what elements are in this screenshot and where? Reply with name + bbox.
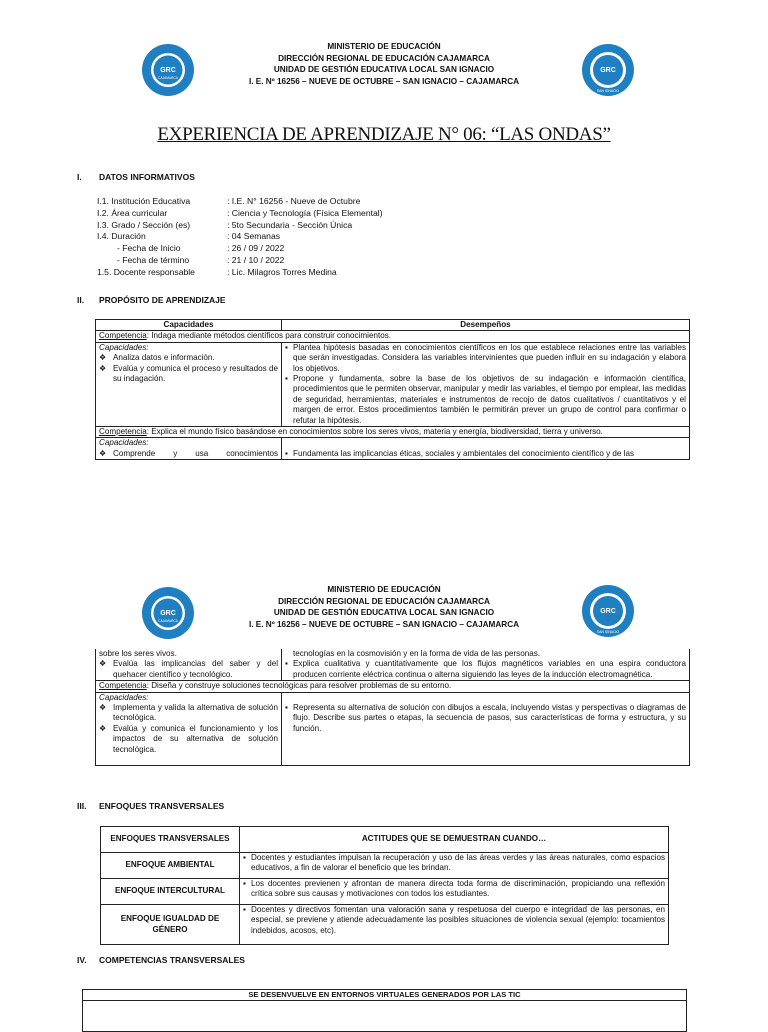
desempenos-3: ▪ Representa su alternativa de solución con dibujos a escala, incluyendo vistas y perspectivas o diagramas de flujo. Describe sus partes o etapas, la secuencia de pasos, sus características de forma y estructura, y su función. — [282, 692, 690, 765]
square-bullet-icon: ▪ — [285, 374, 288, 384]
enfoque-ambiental-text: ▪ Docentes y estudiantes impulsan la recuperación y uso de las áreas verdes y las áreas naturales, como espacios educativos, a fin de valorar el beneficio que les brindan. — [240, 853, 669, 879]
square-bullet-icon: ▪ — [243, 853, 246, 862]
diamond-bullet-icon: ❖ — [99, 353, 107, 363]
diamond-bullet-icon: ❖ — [99, 703, 107, 713]
header-line-4: I. E. Nº 16256 – NUEVE DE OCTUBRE – SAN IGNACIO – CAJAMARCA — [248, 76, 520, 86]
capacidades-1: Capacidades: ❖ Analiza datos e información. ❖ Evalúa y comunica el proceso y resultados de su indagación. — [96, 342, 282, 426]
enfoque-igualdad-genero-text: ▪ Docentes y directivos fomentan una valoración sana y respetuosa del cuerpo e integridad de las personas, en especial, se previene y atiende adecuadamente las posibles situaciones de violencia sexual (ejemplo: tocamientos indebidos, acosos, etc). — [240, 905, 669, 945]
competencia-2: Competencia: Explica el mundo físico basándose en conocimientos sobre los seres vivos, materia y energía, biodiversidad, tierra y universo. — [96, 427, 690, 438]
desempenos-1: ▪ Plantea hipótesis basadas en conocimientos científicos en los que establece relaciones entre las variables que serán investigadas. Considera las variables intervinientes que pueden influir en su indagación y elabora los objetivos. ▪ Propone y fundamenta, sobre la base de los objetivos de su indagación e información científica, procedimientos que le permiten observar, manipular y medir las variables, el tiempo por emplear, las medidas de seguridad, herramientas, materiales e instrumentos de recojo de datos cualitativos / cuantitativos y el margen de error. Estos procedimientos también le permitirán prever un grupo de control para confirmar o refutar la hipótesis. — [282, 342, 690, 426]
enfoque-igualdad-genero: ENFOQUE IGUALDAD DE GÉNERO — [101, 905, 240, 945]
svg-text:GRC: GRC — [160, 610, 176, 617]
capacidades-3: Capacidades: ❖ Implementa y valida la alternativa de solución tecnológica. ❖ Evalúa y comunica el funcionamiento y los impactos de su alternativa de solución tecnológica. — [96, 692, 282, 765]
header-line-1: MINISTERIO DE EDUCACIÓN — [327, 42, 441, 51]
square-bullet-icon: ▪ — [285, 703, 288, 713]
proposito-table-part2 — [95, 649, 690, 766]
logo-text: GRC — [160, 67, 176, 74]
enfoques-header-1: ENFOQUES TRANSVERSALES — [101, 827, 240, 853]
desempenos-2-cont: tecnologías en la cosmovisión y en la forma de vida de las personas. ▪ Explica cualitativa y cuantitativamente que los flujos magnéticos variables en una espira conductora producen corriente eléctrica continua o alterna siguiendo las leyes de la inducción electromagnética. — [282, 649, 690, 681]
square-bullet-icon: ▪ — [243, 905, 246, 914]
square-bullet-icon: ▪ — [243, 879, 246, 888]
diamond-bullet-icon: ❖ — [99, 659, 107, 669]
square-bullet-icon: ▪ — [285, 659, 288, 669]
institution-header — [0, 41, 768, 87]
diamond-bullet-icon: ❖ — [99, 723, 107, 733]
diamond-bullet-icon: ❖ — [99, 448, 107, 458]
svg-text:CAJAMARCA: CAJAMARCA — [158, 76, 178, 80]
col-capacidades: Capacidades — [96, 320, 282, 331]
svg-text:GRC: GRC — [600, 67, 616, 74]
enfoques-header-2: ACTITUDES QUE SE DEMUESTRAN CUANDO… — [240, 827, 669, 853]
competencias-table — [82, 989, 687, 1032]
proposito-table-part1 — [95, 319, 690, 460]
header-line-3: UNIDAD DE GESTIÓN EDUCATIVA LOCAL SAN IGNACIO — [273, 65, 495, 74]
header-line-2: DIRECCIÓN REGIONAL DE EDUCACIÓN CAJAMARCA — [278, 53, 490, 63]
enfoque-intercultural: ENFOQUE INTERCULTURAL — [101, 879, 240, 905]
competencia-1: Competencia: Indaga mediante métodos científicos para construir conocimientos. — [96, 331, 690, 342]
institution-header-p2: MINISTERIO DE EDUCACIÓN DIRECCIÓN REGIONAL DE EDUCACIÓN CAJAMARCA UNIDAD DE GESTIÓN EDUCATIVA LOCAL SAN IGNACIO I. E. Nº 16256 – NUEVE DE OCTUBRE – SAN IGNACIO – CAJAMARCA — [248, 585, 520, 629]
capacidades-2-cont: sobre los seres vivos. ❖ Evalúa las implicancias del saber y del quehacer científico y tecnológico. — [96, 649, 282, 681]
page-title: EXPERIENCIA DE APRENDIZAJE N° 06: “LAS ONDAS” — [157, 124, 611, 145]
svg-text:SAN IGNACIO: SAN IGNACIO — [596, 630, 620, 634]
col-desempenos: Desempeños — [282, 320, 690, 331]
svg-text:SAN IGNACIO: SAN IGNACIO — [596, 89, 620, 93]
competencia-3: Competencia: Diseña y construye soluciones tecnológicas para resolver problemas de su entorno. — [96, 681, 690, 692]
square-bullet-icon: ▪ — [285, 342, 288, 352]
competencia-tic: SE DESENVUELVE EN ENTORNOS VIRTUALES GENERADOS POR LAS TIC — [83, 990, 687, 1001]
svg-text:GRC: GRC — [600, 608, 616, 615]
svg-text:CAJAMARCA: CAJAMARCA — [158, 619, 178, 623]
square-bullet-icon: ▪ — [285, 448, 288, 458]
enfoque-intercultural-text: ▪ Los docentes previenen y afrontan de manera directa toda forma de discriminación, propiciando una reflexión crítica sobre sus causas y motivaciones con todos los estudiantes. — [240, 879, 669, 905]
capacidades-2-start: Capacidades: ❖ Comprende y usa conocimientos — [96, 438, 282, 460]
enfoques-table — [100, 826, 669, 945]
desempenos-2-start: ▪ Fundamenta las implicancias éticas, sociales y ambientales del conocimiento científico y de las — [282, 438, 690, 460]
diamond-bullet-icon: ❖ — [99, 363, 107, 373]
enfoque-ambiental: ENFOQUE AMBIENTAL — [101, 853, 240, 879]
